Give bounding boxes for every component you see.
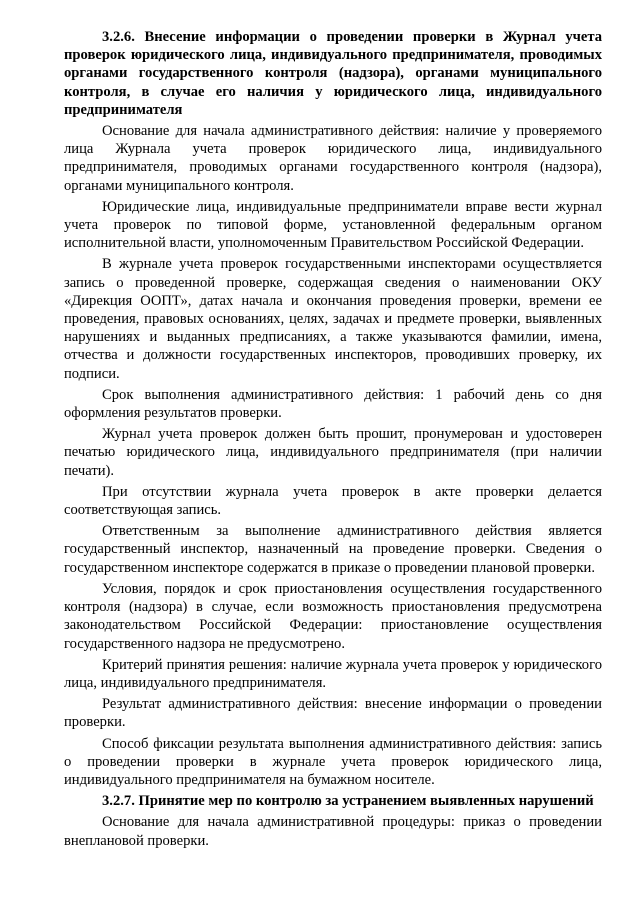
paragraph: Результат административного действия: внесение информации о проведении проверки.	[64, 696, 602, 731]
document-page	[64, 28, 602, 853]
paragraph: В журнале учета проверок государственными инспекторами осуществляется запись о проведенной проверке, содержащая сведения о наименовании ОКУ «Дирекция ООПТ», датах начала и окончания проведения проверки, времени ее проведения, правовых основаниях, целях, задачах и предмете проверки, выявленных нарушениях и выданных предписаниях, а также указываются фамилии, имена, отчества и должности государственных инспекторов, проводивших проверку, их подписи.	[64, 256, 602, 382]
paragraph: Срок выполнения административного действия: 1 рабочий день со дня оформления результатов проверки.	[64, 386, 602, 422]
paragraph: Юридические лица, индивидуальные предприниматели вправе вести журнал учета проверок по типовой форме, установленной федеральным органом исполнительной власти, уполномоченным Правительством Российской Федерации.	[64, 198, 602, 252]
paragraph: Условия, порядок и срок приостановления осуществления государственного контроля (надзора) в случае, если возможность приостановления предусмотрена законодательством Российской Федерации: приостановление осуществления государственного надзора не предусмотрено.	[64, 580, 602, 652]
paragraph: При отсутствии журнала учета проверок в акте проверки делается соответствующая запись.	[64, 483, 602, 519]
section-heading-3-2-7: 3.2.7. Принятие мер по контролю за устранением выявленных нарушений	[102, 793, 594, 810]
paragraph: Журнал учета проверок должен быть прошит, пронумерован и удостоверен печатью юридического лица, индивидуального предпринимателя (при наличии печати).	[64, 426, 602, 479]
paragraph: Критерий принятия решения: наличие журнала учета проверок у юридического лица, индивидуального предпринимателя.	[64, 656, 602, 691]
paragraph: Основание для начала административного действия: наличие у проверяемого лица Журнала учета проверок юридического лица, индивидуального предпринимателя, проводимых органами государственного контроля (надзора), органами муниципального контроля.	[64, 123, 602, 194]
paragraph: Способ фиксации результата выполнения административного действия: запись о проведении проверки в журнале учета проверок юридического лица, индивидуального предпринимателя на бумажном носителе.	[64, 735, 602, 788]
section-heading-3-2-6: 3.2.6. Внесение информации о проведении проверки в Журнал учета проверок юридического лица, индивидуального предпринимателя, проводимых органами государственного контроля (надзора), органами муниципального контроля, в случае его наличия у юридического лица, индивидуального предпринимателя	[64, 29, 602, 118]
paragraph: Ответственным за выполнение административного действия является государственный инспектор, назначенный на проведение проверки. Сведения о государственном инспекторе содержатся в приказе о проведении плановой проверки.	[64, 523, 602, 576]
paragraph: Основание для начала административной процедуры: приказ о проведении внеплановой проверки.	[64, 814, 602, 849]
